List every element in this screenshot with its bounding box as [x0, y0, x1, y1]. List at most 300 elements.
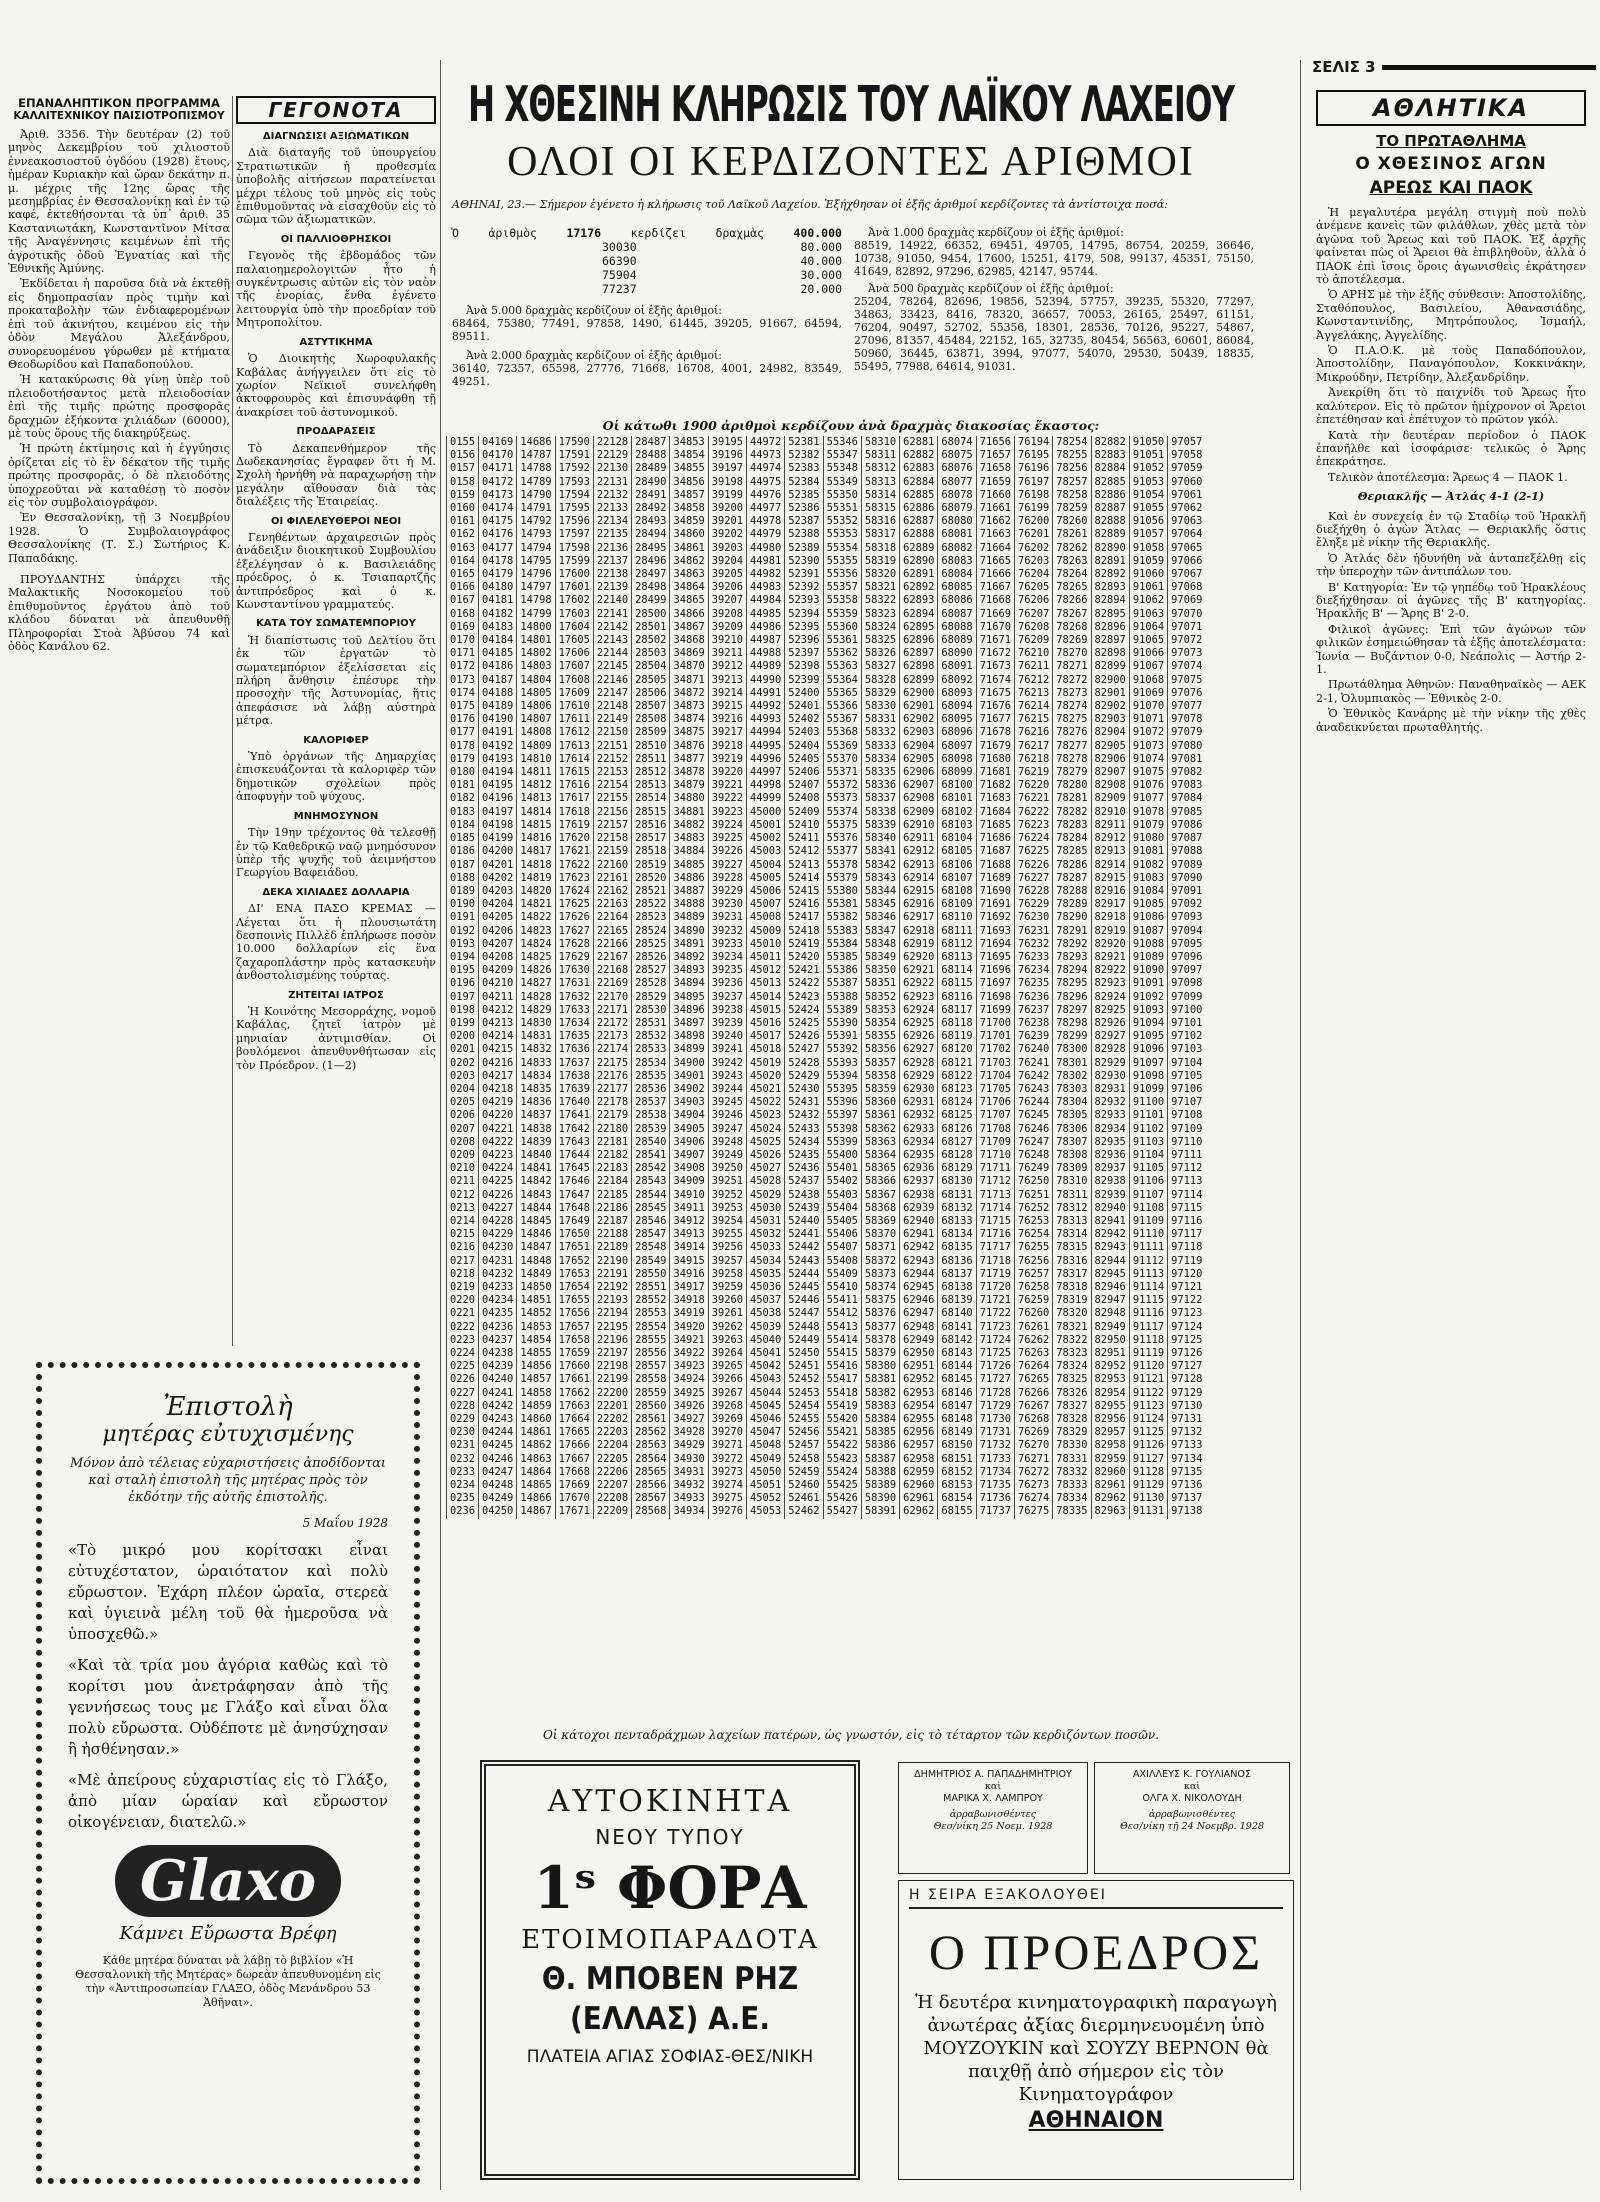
winning-number-cell: 78317	[1053, 1268, 1091, 1281]
winning-number-cell: 44994	[747, 726, 785, 739]
winning-number-cell: 91088	[1129, 938, 1167, 951]
winning-number-cell: 78260	[1053, 515, 1091, 528]
winning-number-cell: 71675	[976, 687, 1014, 700]
winning-number-cell: 68102	[938, 806, 976, 819]
winning-number-cell: 58371	[861, 1241, 899, 1254]
winning-number-cell: 17612	[555, 726, 593, 739]
page-label: ΣΕΛΙΣ 3	[1312, 58, 1596, 76]
winning-number-cell: 34933	[670, 1492, 708, 1505]
winning-number-cell: 82907	[1091, 766, 1129, 779]
table-row	[447, 1096, 1206, 1109]
sports-box-title: ΑΘΛΗΤΙΚΑ	[1316, 90, 1586, 126]
winning-number-cell: 22152	[593, 753, 631, 766]
winning-number-cell: 55379	[823, 872, 861, 885]
winning-number-cell: 39230	[708, 898, 746, 911]
winning-number-cell: 04214	[479, 1030, 517, 1043]
winning-number-cell: 82904	[1091, 726, 1129, 739]
winning-number-cell: 97107	[1168, 1096, 1206, 1109]
winning-number-cell: 91063	[1129, 608, 1167, 621]
winning-number-cell: 71731	[976, 1426, 1014, 1439]
section-heading: ΔΙΑΓΝΩΣΙΣΙ ΑΞΙΩΜΑΤΙΚΩΝ	[262, 131, 410, 142]
winning-number-cell: 62961	[900, 1492, 938, 1505]
winning-number-cell: 68123	[938, 1083, 976, 1096]
winning-number-cell: 68154	[938, 1492, 976, 1505]
winning-number-cell: 82942	[1091, 1228, 1129, 1241]
winning-number-cell: 76227	[1014, 872, 1052, 885]
table-row	[447, 1162, 1206, 1175]
winning-number-cell: 62952	[900, 1373, 938, 1386]
winning-number-cell: 52426	[785, 1030, 823, 1043]
winning-number-cell: 52408	[785, 792, 823, 805]
winning-number-cell: 68113	[938, 951, 976, 964]
winning-number-cell: 97122	[1168, 1294, 1206, 1307]
winning-number-cell: 28511	[632, 753, 670, 766]
winning-number-cell: 55373	[823, 792, 861, 805]
table-row	[447, 1123, 1206, 1136]
winning-number-cell: 78277	[1053, 740, 1091, 753]
winning-number-cell: 76267	[1014, 1400, 1052, 1413]
winning-number-cell: 82938	[1091, 1175, 1129, 1188]
winning-number-cell: 68080	[938, 515, 976, 528]
winning-number-cell: 52447	[785, 1307, 823, 1320]
winning-number-cell: 58375	[861, 1294, 899, 1307]
winning-number-cell: 34909	[670, 1175, 708, 1188]
left-column-body	[8, 128, 230, 653]
winning-number-cell: 0186	[447, 845, 479, 858]
winning-number-cell: 78291	[1053, 925, 1091, 938]
winning-number-cell: 28545	[632, 1202, 670, 1215]
winning-number-cell: 71695	[976, 951, 1014, 964]
winning-number-cell: 55394	[823, 1070, 861, 1083]
winning-number-cell: 17592	[555, 462, 593, 475]
winning-number-cell: 76207	[1014, 608, 1052, 621]
ad-slogan: Κάμνει Εὔρωστα Βρέφη	[119, 1923, 337, 1944]
winning-number-cell: 14828	[517, 991, 555, 1004]
winning-number-cell: 52415	[785, 885, 823, 898]
winning-number-cell: 22199	[593, 1373, 631, 1386]
winning-number-cell: 58389	[861, 1479, 899, 1492]
winning-number-cell: 78320	[1053, 1307, 1091, 1320]
winning-number-cell: 78279	[1053, 766, 1091, 779]
winning-number-cell: 0176	[447, 713, 479, 726]
winning-number-cell: 91127	[1129, 1453, 1167, 1466]
winning-number-cell: 91091	[1129, 977, 1167, 990]
left-column-subtitle: ΚΑΛΛΙΤΕΧΝΙΚΟΥ ΠΑΙΣΙΟΤΡΟΠΙΣΜΟΥ	[13, 110, 225, 122]
small-prizes-heading: Οἱ κάτωθι 1900 ἀριθμοὶ κερδίζουν ἀνὰ δραχμὰς διακοσίας ἕκαστος:	[602, 418, 1100, 433]
winning-number-cell: 68115	[938, 977, 976, 990]
winning-number-cell: 0205	[447, 1096, 479, 1109]
paragraph: Κατὰ τὴν δευτέραν περίοδον ὁ ΠΑΟΚ ἐπανῆλθε καὶ ἰσοφάρισε· τελικῶς ὁ Ἄρης ἐπεκράτησε.	[1316, 428, 1586, 469]
winning-number-cell: 28558	[632, 1373, 670, 1386]
winning-number-cell: 34872	[670, 687, 708, 700]
winning-number-cell: 52406	[785, 766, 823, 779]
winning-number-cell: 44980	[747, 542, 785, 555]
winning-number-cell: 28540	[632, 1136, 670, 1149]
winning-number-cell: 76221	[1014, 792, 1052, 805]
winning-number-cell: 68106	[938, 859, 976, 872]
table-row	[447, 555, 1206, 568]
winning-number-cell: 34907	[670, 1149, 708, 1162]
winning-number-cell: 76229	[1014, 898, 1052, 911]
winning-number-cell: 97110	[1168, 1136, 1206, 1149]
winning-number-cell: 14841	[517, 1162, 555, 1175]
winning-number-cell: 34871	[670, 674, 708, 687]
winning-number-cell: 22136	[593, 542, 631, 555]
winning-number-cell: 91058	[1129, 542, 1167, 555]
winning-number-cell: 17604	[555, 621, 593, 634]
sports-headline-1: ΤΟ ΠΡΩΤΑΘΛΗΜΑ	[1376, 132, 1526, 150]
winning-number-cell: 97103	[1168, 1043, 1206, 1056]
winning-number-cell: 62917	[900, 911, 938, 924]
winning-number-cell: 78281	[1053, 792, 1091, 805]
winning-number-cell: 14822	[517, 911, 555, 924]
table-row	[447, 1307, 1206, 1320]
winning-number-cell: 44977	[747, 502, 785, 515]
table-row	[447, 925, 1206, 938]
winning-number-cell: 68132	[938, 1202, 976, 1215]
winning-number-cell: 97099	[1168, 991, 1206, 1004]
winning-number-cell: 52424	[785, 1004, 823, 1017]
winning-number-cell: 71725	[976, 1347, 1014, 1360]
winning-number-cell: 91123	[1129, 1400, 1167, 1413]
winning-number-cell: 45044	[747, 1387, 785, 1400]
winning-number-cell: 78304	[1053, 1096, 1091, 1109]
winning-number-cell: 04223	[479, 1149, 517, 1162]
winning-number-cell: 68127	[938, 1136, 976, 1149]
winning-number-cell: 62904	[900, 740, 938, 753]
winning-number-cell: 82944	[1091, 1255, 1129, 1268]
winning-number-cell: 62888	[900, 528, 938, 541]
winning-number-cell: 04185	[479, 647, 517, 660]
winning-number-cell: 62881	[900, 436, 938, 449]
winning-number-cell: 04186	[479, 660, 517, 673]
winning-number-cell: 0196	[447, 977, 479, 990]
winning-number-cell: 45013	[747, 977, 785, 990]
paragraph: Ἐν Θεσσαλονίκῃ, τῇ 3 Νοεμβρίου 1928. Ὁ Συμβολαιογράφος Θεσσαλονίκης (Τ. Σ.) Σωτήριος Κ. Παπαδάκης.	[8, 511, 230, 565]
winning-number-cell: 55371	[823, 766, 861, 779]
winning-number-cell: 14807	[517, 713, 555, 726]
winning-number-cell: 39272	[708, 1453, 746, 1466]
winning-number-cell: 58342	[861, 859, 899, 872]
winning-number-cell: 68152	[938, 1466, 976, 1479]
ad-car-subheading: ΝΕΟΥ ΤΥΠΟΥ	[595, 1825, 745, 1849]
section-heading: ΚΑΤΑ ΤΟΥ ΣΩΜΑΤΕΜΠΟΡΙΟΥ	[256, 618, 416, 630]
winning-number-cell: 78266	[1053, 594, 1091, 607]
table-row	[447, 1453, 1206, 1466]
winning-number-cell: 0229	[447, 1413, 479, 1426]
winning-number-cell: 76241	[1014, 1057, 1052, 1070]
winning-number-cell: 34883	[670, 832, 708, 845]
winning-number-cell: 97136	[1168, 1479, 1206, 1492]
winning-number-cell: 52410	[785, 819, 823, 832]
winning-number-cell: 78273	[1053, 687, 1091, 700]
winning-number-cell: 55391	[823, 1030, 861, 1043]
winning-number-cell: 0175	[447, 700, 479, 713]
winning-number-cell: 52461	[785, 1492, 823, 1505]
winning-number-cell: 68143	[938, 1347, 976, 1360]
winning-number-cell: 17648	[555, 1202, 593, 1215]
winning-number-cell: 22200	[593, 1387, 631, 1400]
winning-number-cell: 78324	[1053, 1360, 1091, 1373]
table-row	[447, 832, 1206, 845]
winning-number-cell: 97073	[1168, 647, 1206, 660]
table-row	[447, 1083, 1206, 1096]
winning-number-cell: 58310	[861, 436, 899, 449]
winning-number-cell: 39215	[708, 700, 746, 713]
winning-number-cell: 34901	[670, 1070, 708, 1083]
winning-number-cell: 0217	[447, 1255, 479, 1268]
winning-number-cell: 34877	[670, 753, 708, 766]
section-heading: ΟΙ ΦΙΛΕΛΕΥΘΕΡΟΙ ΝΕΟΙ	[270, 515, 402, 527]
winning-number-cell: 22172	[593, 1017, 631, 1030]
winning-number-cell: 04206	[479, 925, 517, 938]
winning-number-cell: 22168	[593, 964, 631, 977]
winning-number-cell: 34859	[670, 515, 708, 528]
winning-number-cell: 97101	[1168, 1017, 1206, 1030]
winning-number-cell: 34900	[670, 1057, 708, 1070]
winning-number-cell: 78307	[1053, 1136, 1091, 1149]
winning-number-cell: 76250	[1014, 1175, 1052, 1188]
prize-row: Ὁ ἀριθμὸς 17176 κερδίζει δραχμὰς 400.000	[452, 226, 842, 240]
winning-number-cell: 39195	[708, 436, 746, 449]
winning-number-cell: 04172	[479, 476, 517, 489]
winning-number-cell: 22148	[593, 700, 631, 713]
winning-number-cell: 68139	[938, 1294, 976, 1307]
winning-number-cell: 82959	[1091, 1453, 1129, 1466]
winning-number-cell: 91112	[1129, 1255, 1167, 1268]
winning-number-cell: 39211	[708, 647, 746, 660]
winning-number-cell: 44989	[747, 660, 785, 673]
winning-number-cell: 34903	[670, 1096, 708, 1109]
winning-number-cell: 58323	[861, 608, 899, 621]
winning-number-cell: 52388	[785, 528, 823, 541]
winning-number-cell: 78261	[1053, 528, 1091, 541]
winning-number-cell: 34920	[670, 1321, 708, 1334]
winning-number-cell: 28497	[632, 568, 670, 581]
winning-number-cell: 04225	[479, 1175, 517, 1188]
winning-number-cell: 62910	[900, 819, 938, 832]
winning-number-cell: 97076	[1168, 687, 1206, 700]
winning-number-cell: 44972	[747, 436, 785, 449]
winning-number-cell: 39267	[708, 1387, 746, 1400]
winning-number-cell: 28536	[632, 1083, 670, 1096]
winning-number-cell: 58362	[861, 1123, 899, 1136]
winning-number-cell: 62953	[900, 1387, 938, 1400]
winning-number-cell: 62887	[900, 515, 938, 528]
winning-number-cell: 22141	[593, 608, 631, 621]
winning-number-cell: 71706	[976, 1096, 1014, 1109]
winning-number-cell: 52385	[785, 489, 823, 502]
winning-number-cell: 0178	[447, 740, 479, 753]
paragraph: Ἀνεκρίθη ὅτι τὸ παιχνίδι τοῦ Ἄρεως ἦτο καλύτερον. Εἰς τὸ πρῶτον ἡμίχρονον οἱ Ἄρειοι ἐπετέθησαν καὶ ἐπέτυχον τὸ πρῶτον γκόλ.	[1316, 386, 1586, 427]
winning-number-cell: 68138	[938, 1281, 976, 1294]
lottery-headline: Η ΧΘΕΣΙΝΗ ΚΛΗΡΩΣΙΣ ΤΟΥ ΛΑΪΚΟΥ ΛΑΧΕΙΟΥ	[468, 78, 1234, 134]
winning-number-cell: 45002	[747, 832, 785, 845]
winning-number-cell: 78274	[1053, 700, 1091, 713]
winning-number-cell: 68124	[938, 1096, 976, 1109]
section-body: Ἡ Κοινότης Μεσορράχης, νομοῦ Καβάλας, ζητεῖ ἰατρὸν μὲ μηνιαίαν ἀντιμισθίαν. Οἱ βουλόμενοι ἀπευθυνθήτωσαν εἰς τὸν Πρόεδρον. (1—2)	[236, 1004, 436, 1072]
winning-number-cell: 0161	[447, 515, 479, 528]
winning-number-cell: 39196	[708, 449, 746, 462]
winning-number-cell: 76197	[1014, 476, 1052, 489]
winning-number-cell: 55359	[823, 608, 861, 621]
winning-number-cell: 0211	[447, 1175, 479, 1188]
winning-number-cell: 22179	[593, 1109, 631, 1122]
winning-number-cell: 97083	[1168, 779, 1206, 792]
winning-number-cell: 68120	[938, 1043, 976, 1056]
winning-number-cell: 22180	[593, 1123, 631, 1136]
winning-number-cell: 82902	[1091, 700, 1129, 713]
winning-number-cell: 55405	[823, 1215, 861, 1228]
winning-number-cell: 58376	[861, 1307, 899, 1320]
winning-number-cell: 45036	[747, 1281, 785, 1294]
winning-number-cell: 34888	[670, 898, 708, 911]
winning-number-cell: 71736	[976, 1492, 1014, 1505]
winning-number-cell: 28538	[632, 1109, 670, 1122]
winning-number-cell: 68149	[938, 1426, 976, 1439]
winning-number-cell: 28527	[632, 964, 670, 977]
winning-number-cell: 91104	[1129, 1149, 1167, 1162]
winning-number-cell: 22139	[593, 581, 631, 594]
winning-number-cell: 76265	[1014, 1373, 1052, 1386]
winning-number-cell: 82892	[1091, 568, 1129, 581]
winning-number-cell: 14835	[517, 1083, 555, 1096]
winning-number-cell: 17608	[555, 674, 593, 687]
winning-number-cell: 82929	[1091, 1057, 1129, 1070]
prize-row: 77237 20.000	[602, 282, 842, 296]
winning-number-cell: 82936	[1091, 1149, 1129, 1162]
winning-number-cell: 58360	[861, 1096, 899, 1109]
table-row	[447, 1109, 1206, 1122]
winning-numbers-table-wrap	[446, 436, 1258, 1716]
winning-number-cell: 58321	[861, 581, 899, 594]
winning-number-cell: 78285	[1053, 845, 1091, 858]
winning-number-cell: 91060	[1129, 568, 1167, 581]
winning-number-cell: 14860	[517, 1413, 555, 1426]
winning-number-cell: 22145	[593, 660, 631, 673]
winning-number-cell: 0230	[447, 1426, 479, 1439]
engagement-date: Θεσ/νίκη τῇ 24 Νοεμβρ. 1928	[1119, 1821, 1265, 1832]
table-row	[447, 898, 1206, 911]
winning-number-cell: 14823	[517, 925, 555, 938]
winning-number-cell: 17593	[555, 476, 593, 489]
winning-number-cell: 55387	[823, 977, 861, 990]
winning-number-cell: 91071	[1129, 713, 1167, 726]
table-row	[447, 1347, 1206, 1360]
ad-letter-text: «Τὸ μικρό μου κορίτσακι εἶναι εὐτυχέστατον, ὡραιότατον καὶ πολὺ εὔρωστον. Ἐχάρη πλέον ὡραῖα, στερεὰ καὶ ὑγιεινὰ μέλη τοῦ θὰ ἡμεροῦσα νὰ ὑποσχεθῶ.»	[68, 1541, 388, 1643]
winning-number-cell: 14796	[517, 568, 555, 581]
winning-number-cell: 28532	[632, 1030, 670, 1043]
winning-number-cell: 22156	[593, 806, 631, 819]
winning-number-cell: 34863	[670, 568, 708, 581]
winning-number-cell: 04233	[479, 1281, 517, 1294]
winning-number-cell: 68142	[938, 1334, 976, 1347]
winning-number-cell: 34880	[670, 792, 708, 805]
winning-number-cell: 28500	[632, 608, 670, 621]
winning-number-cell: 78296	[1053, 991, 1091, 1004]
winning-number-cell: 52417	[785, 911, 823, 924]
winning-number-cell: 76249	[1014, 1162, 1052, 1175]
winning-number-cell: 0221	[447, 1307, 479, 1320]
winning-number-cell: 62957	[900, 1439, 938, 1452]
winning-number-cell: 97091	[1168, 885, 1206, 898]
winning-number-cell: 14862	[517, 1439, 555, 1452]
winning-number-cell: 0204	[447, 1083, 479, 1096]
winning-number-cell: 55381	[823, 898, 861, 911]
winning-number-cell: 62922	[900, 977, 938, 990]
winning-number-cell: 62937	[900, 1175, 938, 1188]
table-row	[447, 872, 1206, 885]
winning-number-cell: 58338	[861, 806, 899, 819]
winning-number-cell: 62891	[900, 568, 938, 581]
table-row	[447, 449, 1206, 462]
winning-number-cell: 22142	[593, 621, 631, 634]
winning-number-cell: 68081	[938, 528, 976, 541]
winning-number-cell: 44991	[747, 687, 785, 700]
winning-number-cell: 52403	[785, 726, 823, 739]
winning-number-cell: 82926	[1091, 1017, 1129, 1030]
winning-number-cell: 55355	[823, 555, 861, 568]
winning-number-cell: 28537	[632, 1096, 670, 1109]
winning-number-cell: 14686	[517, 436, 555, 449]
winning-number-cell: 58334	[861, 753, 899, 766]
section-heading: ΠΡΟΔΑΡΑΣΕΙΣ	[296, 426, 376, 438]
winning-number-cell: 58366	[861, 1175, 899, 1188]
winning-number-cell: 0160	[447, 502, 479, 515]
winning-number-cell: 71713	[976, 1189, 1014, 1202]
winning-number-cell: 76237	[1014, 1004, 1052, 1017]
winning-number-cell: 39204	[708, 555, 746, 568]
winning-number-cell: 76218	[1014, 753, 1052, 766]
winning-number-cell: 55361	[823, 634, 861, 647]
table-row	[447, 1136, 1206, 1149]
winning-number-cell: 82951	[1091, 1347, 1129, 1360]
winning-number-cell: 04197	[479, 806, 517, 819]
winning-number-cell: 91106	[1129, 1175, 1167, 1188]
winning-number-cell: 62896	[900, 634, 938, 647]
winning-number-cell: 97097	[1168, 964, 1206, 977]
winning-number-cell: 91089	[1129, 951, 1167, 964]
table-row	[447, 859, 1206, 872]
winning-number-cell: 97112	[1168, 1162, 1206, 1175]
winning-number-cell: 91094	[1129, 1017, 1167, 1030]
winning-number-cell: 14861	[517, 1426, 555, 1439]
section-body: Ἡ διαπίστωσις τοῦ Δελτίου ὅτι ἐκ τῶν ἐργατῶν τὸ σωματεμπόριον ἐξελίσσεται εἰς πλήρη ἄνθησιν ἐπέσυρε τὴν προσοχὴν τῆς Ἀστυνομίας, ἥτις ἀπεφάσισε νὰ λάβῃ αὐστηρὰ μέτρα.	[236, 633, 436, 728]
winning-number-cell: 91105	[1129, 1162, 1167, 1175]
winning-number-cell: 0210	[447, 1162, 479, 1175]
winning-number-cell: 62894	[900, 608, 938, 621]
winning-number-cell: 14865	[517, 1479, 555, 1492]
winning-number-cell: 55357	[823, 581, 861, 594]
winning-number-cell: 14864	[517, 1466, 555, 1479]
winning-number-cell: 68151	[938, 1453, 976, 1466]
winning-number-cell: 22201	[593, 1400, 631, 1413]
winning-number-cell: 78269	[1053, 634, 1091, 647]
winning-number-cell: 91122	[1129, 1387, 1167, 1400]
winning-number-cell: 39201	[708, 515, 746, 528]
winning-number-cell: 71735	[976, 1479, 1014, 1492]
winning-number-cell: 55408	[823, 1255, 861, 1268]
winning-number-cell: 58336	[861, 779, 899, 792]
winning-number-cell: 52462	[785, 1505, 823, 1518]
winning-number-cell: 28563	[632, 1439, 670, 1452]
winning-number-cell: 22146	[593, 674, 631, 687]
winning-number-cell: 22169	[593, 977, 631, 990]
winning-number-cell: 91082	[1129, 859, 1167, 872]
winning-number-cell: 39242	[708, 1057, 746, 1070]
winning-number-cell: 55392	[823, 1043, 861, 1056]
winning-number-cell: 91128	[1129, 1466, 1167, 1479]
